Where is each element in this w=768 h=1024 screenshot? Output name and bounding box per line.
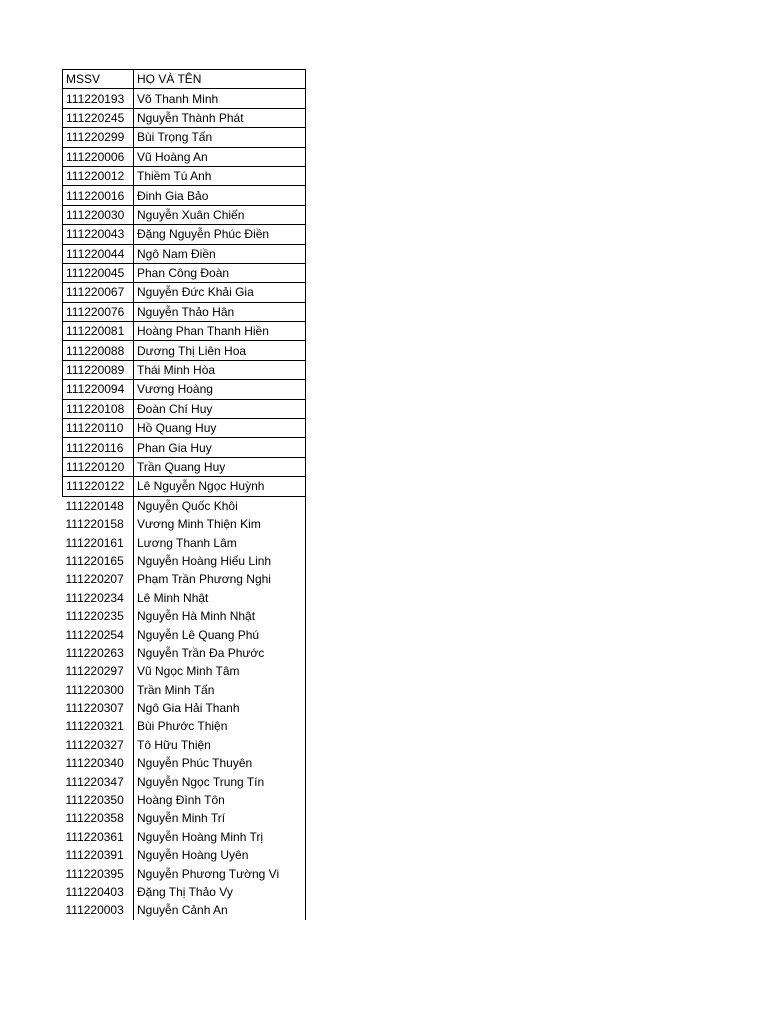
table-row [63, 901, 306, 919]
student-id-cell: 111220403 [63, 883, 134, 901]
student-id-cell: 111220161 [63, 533, 134, 551]
header-mssv: MSSV [63, 70, 134, 89]
table-row [63, 108, 306, 127]
table-row [63, 533, 306, 551]
student-name-cell: Bùi Trọng Tấn [134, 128, 306, 147]
student-name-cell: Thiềm Tú Anh [134, 166, 306, 185]
table-row [63, 515, 306, 533]
student-id-cell: 111220148 [63, 496, 134, 515]
table-row [63, 244, 306, 263]
student-name-cell: Lê Minh Nhật [134, 589, 306, 607]
student-id-cell: 111220340 [63, 754, 134, 772]
student-id-cell: 111220234 [63, 589, 134, 607]
student-name-cell: Dương Thị Liên Hoa [134, 341, 306, 360]
student-id-cell: 111220016 [63, 186, 134, 205]
student-name-cell: Phan Gia Huy [134, 438, 306, 457]
student-name-cell: Ngô Nam Điền [134, 244, 306, 263]
table-row [63, 147, 306, 166]
student-name-cell: Nguyễn Đức Khải Gia [134, 283, 306, 302]
student-name-cell: Nguyễn Cảnh An [134, 901, 306, 919]
table-row [63, 772, 306, 790]
student-id-cell: 111220081 [63, 322, 134, 341]
student-name-cell: Vũ Ngọc Minh Tâm [134, 662, 306, 680]
student-name-cell: Lê Nguyễn Ngọc Huỳnh [134, 477, 306, 496]
table-row [63, 625, 306, 643]
table-row [63, 864, 306, 882]
student-name-cell: Nguyễn Quốc Khôi [134, 496, 306, 515]
table-row [63, 736, 306, 754]
table-row [63, 552, 306, 570]
student-name-cell: Nguyễn Hoàng Hiếu Linh [134, 552, 306, 570]
student-name-cell: Thái Minh Hòa [134, 360, 306, 379]
student-id-cell: 111220358 [63, 809, 134, 827]
student-name-cell: Nguyễn Hoàng Uyên [134, 846, 306, 864]
header-full-name: HỌ VÀ TÊN [134, 70, 306, 89]
student-id-cell: 111220300 [63, 681, 134, 699]
student-name-cell: Nguyễn Phúc Thuyên [134, 754, 306, 772]
student-id-cell: 111220076 [63, 302, 134, 321]
student-name-cell: Bùi Phước Thiện [134, 717, 306, 735]
student-id-cell: 111220110 [63, 419, 134, 438]
student-id-cell: 111220003 [63, 901, 134, 919]
student-id-cell: 111220006 [63, 147, 134, 166]
student-id-cell: 111220327 [63, 736, 134, 754]
table-row [63, 322, 306, 341]
table-row [63, 263, 306, 282]
student-id-cell: 111220395 [63, 864, 134, 882]
student-name-cell: Phan Công Đoàn [134, 263, 306, 282]
table-row [63, 717, 306, 735]
student-id-cell: 111220045 [63, 263, 134, 282]
table-row [63, 360, 306, 379]
student-name-cell: Nguyễn Thảo Hân [134, 302, 306, 321]
student-name-cell: Đoàn Chí Huy [134, 399, 306, 418]
student-id-cell: 111220307 [63, 699, 134, 717]
student-id-cell: 111220350 [63, 791, 134, 809]
student-id-cell: 111220165 [63, 552, 134, 570]
table-row [63, 341, 306, 360]
table-row [63, 846, 306, 864]
student-name-cell: Nguyễn Xuân Chiến [134, 205, 306, 224]
student-id-cell: 111220067 [63, 283, 134, 302]
table-row [63, 809, 306, 827]
student-name-cell: Đặng Thị Thảo Vy [134, 883, 306, 901]
student-id-cell: 111220043 [63, 225, 134, 244]
table-row [63, 438, 306, 457]
table-row [63, 828, 306, 846]
student-id-cell: 111220235 [63, 607, 134, 625]
table-row [63, 283, 306, 302]
student-name-cell: Vương Minh Thiện Kim [134, 515, 306, 533]
student-rows [63, 89, 306, 920]
student-name-cell: Võ Thanh Minh [134, 89, 306, 108]
table-row [63, 186, 306, 205]
student-list-sheet [62, 69, 306, 920]
student-name-cell: Nguyễn Lê Quang Phú [134, 625, 306, 643]
table-row [63, 607, 306, 625]
student-id-cell: 111220391 [63, 846, 134, 864]
student-name-cell: Nguyễn Hà Minh Nhật [134, 607, 306, 625]
table-row [63, 477, 306, 496]
student-name-cell: Hồ Quang Huy [134, 419, 306, 438]
student-id-cell: 111220263 [63, 644, 134, 662]
table-row [63, 419, 306, 438]
student-id-cell: 111220122 [63, 477, 134, 496]
student-name-cell: Vương Hoàng [134, 380, 306, 399]
student-name-cell: Nguyễn Minh Trí [134, 809, 306, 827]
table-row [63, 644, 306, 662]
student-name-cell: Vũ Hoàng An [134, 147, 306, 166]
student-id-cell: 111220347 [63, 772, 134, 790]
table-row [63, 699, 306, 717]
student-id-cell: 111220321 [63, 717, 134, 735]
table-row [63, 380, 306, 399]
table-row [63, 570, 306, 588]
table-row [63, 883, 306, 901]
student-name-cell: Nguyễn Hoàng Minh Trị [134, 828, 306, 846]
student-name-cell: Trần Quang Huy [134, 457, 306, 476]
table-row [63, 225, 306, 244]
student-table [62, 69, 306, 920]
table-row [63, 89, 306, 108]
student-id-cell: 111220012 [63, 166, 134, 185]
student-name-cell: Tô Hữu Thiện [134, 736, 306, 754]
table-row [63, 589, 306, 607]
student-id-cell: 111220089 [63, 360, 134, 379]
table-row [63, 205, 306, 224]
student-name-cell: Đặng Nguyễn Phúc Điền [134, 225, 306, 244]
table-row [63, 166, 306, 185]
student-id-cell: 111220207 [63, 570, 134, 588]
header-row [63, 70, 306, 89]
student-name-cell: Hoàng Đình Tôn [134, 791, 306, 809]
student-id-cell: 111220030 [63, 205, 134, 224]
student-id-cell: 111220158 [63, 515, 134, 533]
student-id-cell: 111220254 [63, 625, 134, 643]
student-id-cell: 111220094 [63, 380, 134, 399]
table-row [63, 302, 306, 321]
table-row [63, 662, 306, 680]
student-name-cell: Nguyễn Trần Đa Phước [134, 644, 306, 662]
student-name-cell: Nguyễn Phương Tường Vi [134, 864, 306, 882]
student-id-cell: 111220116 [63, 438, 134, 457]
student-id-cell: 111220299 [63, 128, 134, 147]
student-name-cell: Hoàng Phan Thanh Hiền [134, 322, 306, 341]
student-id-cell: 111220044 [63, 244, 134, 263]
student-id-cell: 111220088 [63, 341, 134, 360]
table-row [63, 496, 306, 515]
table-row [63, 681, 306, 699]
table-row [63, 457, 306, 476]
student-name-cell: Phạm Trần Phương Nghi [134, 570, 306, 588]
table-row [63, 128, 306, 147]
table-row [63, 399, 306, 418]
table-row [63, 754, 306, 772]
student-name-cell: Nguyễn Thành Phát [134, 108, 306, 127]
student-id-cell: 111220297 [63, 662, 134, 680]
table-row [63, 791, 306, 809]
student-name-cell: Lương Thanh Lâm [134, 533, 306, 551]
student-name-cell: Ngô Gia Hải Thanh [134, 699, 306, 717]
student-id-cell: 111220120 [63, 457, 134, 476]
student-id-cell: 111220108 [63, 399, 134, 418]
student-id-cell: 111220245 [63, 108, 134, 127]
student-id-cell: 111220361 [63, 828, 134, 846]
student-name-cell: Đinh Gia Bảo [134, 186, 306, 205]
student-id-cell: 111220193 [63, 89, 134, 108]
student-name-cell: Nguyễn Ngọc Trung Tín [134, 772, 306, 790]
student-name-cell: Trần Minh Tấn [134, 681, 306, 699]
